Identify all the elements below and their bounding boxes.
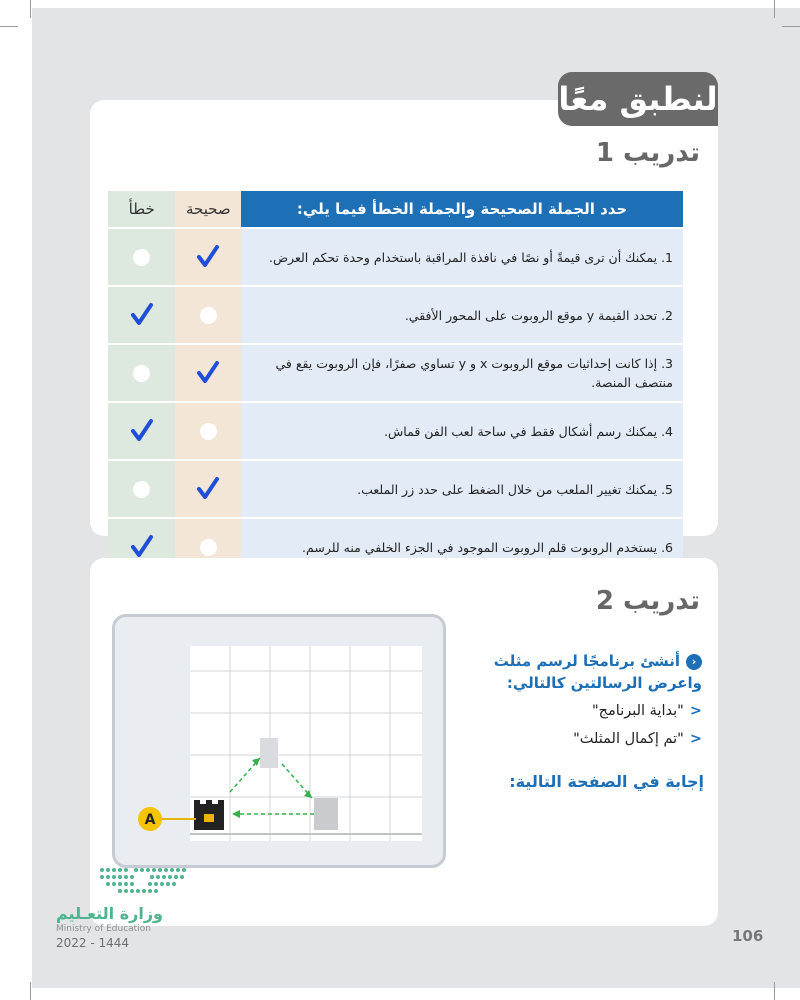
message-item-1: <"بداية البرنامج" xyxy=(592,703,702,719)
crop-mark xyxy=(774,0,775,18)
statement-text: 3. إذا كانت إحداثيات موقع الروبوت x و y تساوي صفرًا، فإن الروبوت يقع في منتصف المنصة. xyxy=(241,345,683,401)
statement-text: 1. يمكنك أن ترى قيمةً أو نصًا في نافذة المراقبة باستخدام وحدة تحكم العرض. xyxy=(241,229,683,285)
answer-note: إجابة في الصفحة التالية: xyxy=(509,772,704,791)
table-header-true: صحيحة xyxy=(175,191,241,227)
statement-text: 5. يمكنك تغيير الملعب من خلال الضغط على حدد زر الملعب. xyxy=(241,461,683,517)
true-check-icon[interactable] xyxy=(175,461,241,517)
table-row xyxy=(108,345,683,401)
crop-mark xyxy=(0,26,18,27)
task-instruction: ‹أنشئ برنامجًا لرسم مثلث واعرض الرسالتين كالتالي: xyxy=(493,652,702,692)
exercise2-task xyxy=(452,650,702,750)
exercise2-title: تدريب 2 xyxy=(595,586,700,616)
true-false-table xyxy=(108,189,683,577)
message-item-2: <"تم إكمال المثلث" xyxy=(573,731,702,747)
chevron-bullet-icon: ‹ xyxy=(686,654,702,670)
table-header-question: حدد الجملة الصحيحة والجملة الخطأ فيما يلي: xyxy=(241,191,683,227)
false-empty-circle[interactable] xyxy=(108,229,175,285)
false-empty-circle[interactable] xyxy=(108,345,175,401)
crop-mark xyxy=(782,26,800,27)
robot-icon xyxy=(194,800,224,830)
crop-mark xyxy=(30,982,31,1000)
exercise1-title: تدريب 1 xyxy=(595,138,700,168)
table-header-false: خطأ xyxy=(108,191,175,227)
statement-text: 2. تحدد القيمة y موقع الروبوت على المحور الأفقي. xyxy=(241,287,683,343)
statement-text: 4. يمكنك رسم أشكال فقط في ساحة لعب الفن قماش. xyxy=(241,403,683,459)
robot-position-right xyxy=(314,798,338,830)
table-row xyxy=(108,461,683,517)
true-check-icon[interactable] xyxy=(175,345,241,401)
page-number: 106 xyxy=(732,927,764,945)
robot-position-top xyxy=(260,738,278,768)
crop-mark xyxy=(30,0,31,18)
false-check-icon[interactable] xyxy=(108,403,175,459)
true-empty-circle[interactable] xyxy=(175,287,241,343)
true-check-icon[interactable] xyxy=(175,229,241,285)
chevron-icon: < xyxy=(689,731,702,747)
crop-mark xyxy=(774,982,775,1000)
robot-label-a xyxy=(136,804,196,834)
ministry-name-en: Ministry of Education xyxy=(56,924,151,934)
edition-year: 2022 - 1444 xyxy=(56,936,130,950)
robot-grid-diagram xyxy=(190,646,422,841)
ministry-name-ar: وزارة التعـليم xyxy=(56,904,163,923)
table-row xyxy=(108,287,683,343)
label-a-text: A xyxy=(144,812,156,828)
exercise-banner: لنطبق معًا xyxy=(558,72,718,126)
statement-text: 6. يستخدم الروبوت قلم الروبوت الموجود في الجزء الخلفي منه للرسم. xyxy=(241,519,683,575)
chevron-icon: < xyxy=(689,703,702,719)
ministry-logo xyxy=(56,864,206,904)
true-empty-circle[interactable] xyxy=(175,403,241,459)
table-row xyxy=(108,403,683,459)
false-empty-circle[interactable] xyxy=(108,461,175,517)
table-row xyxy=(108,229,683,285)
false-check-icon[interactable] xyxy=(108,287,175,343)
